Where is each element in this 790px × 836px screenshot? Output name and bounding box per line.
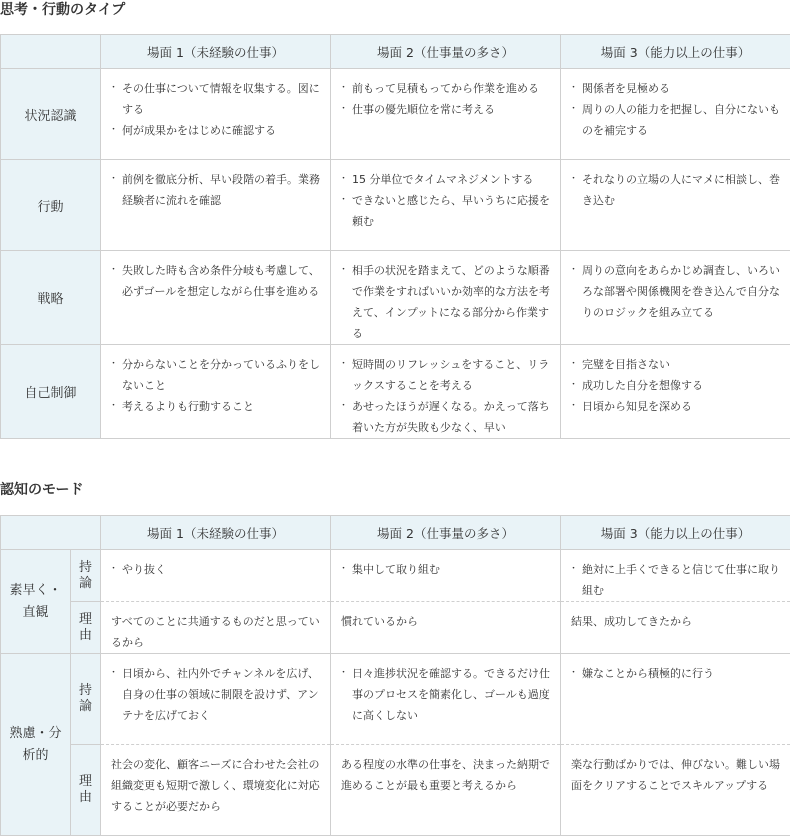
row-header-strategy: 戦略 — [1, 251, 101, 345]
bullet-item: ・ それなりの立場の人にマメに相談し、巻き込む — [571, 169, 782, 211]
table-row — [1, 251, 790, 345]
bullet-list — [111, 559, 322, 580]
bullet-list — [341, 559, 552, 580]
bullet-item: ・ 成功した自分を想像する — [571, 375, 782, 396]
bullet-list — [571, 663, 782, 684]
bullet-item: ・ 日頃から知見を深める — [571, 396, 782, 417]
row-header-fast-intuitive: 素早く・直観 — [1, 550, 71, 654]
table-row — [1, 602, 790, 654]
table-row — [1, 69, 790, 160]
table-cell — [331, 345, 561, 439]
table-cell — [101, 345, 331, 439]
table-corner — [1, 516, 101, 550]
bullet-list — [341, 354, 552, 438]
bullet-list — [571, 354, 782, 417]
table-cell — [331, 550, 561, 602]
bullet-item: ・ 相手の状況を踏まえて、どのような順番で作業をすればいいか効率的な方法を考えて、インプットになる部分から作業する — [341, 260, 552, 344]
bullet-list — [111, 354, 322, 417]
bullet-item: ・ 何が成果かをはじめに確認する — [111, 120, 322, 141]
bullet-item: ・ 失敗した時も含め条件分岐も考慮して、必ずゴールを想定しながら仕事を進める — [111, 260, 322, 302]
bullet-list — [571, 78, 782, 141]
bullet-list — [341, 260, 552, 344]
bullet-list — [111, 169, 322, 211]
bullet-list — [341, 78, 552, 120]
table-cell — [101, 550, 331, 602]
section-title-cognitive-mode: 認知のモード — [0, 482, 84, 498]
table-cell — [561, 69, 790, 160]
thinking-action-table — [0, 34, 790, 439]
bullet-item: ・ 周りの人の能力を把握し、自分にないものを補完する — [571, 99, 782, 141]
section-title-thinking: 思考・行動のタイプ — [0, 2, 126, 18]
table-cell — [561, 345, 790, 439]
table-cell — [331, 69, 561, 160]
row-header-action: 行動 — [1, 160, 101, 251]
bullet-item: ・ 前もって見積もってから作業を進める — [341, 78, 552, 99]
table-corner — [1, 35, 101, 69]
table-row — [1, 654, 790, 745]
bullet-item: ・ 前例を徹底分析、早い段階の着手。業務経験者に流れを確認 — [111, 169, 322, 211]
bullet-item: ・ その仕事について情報を収集する。図にする — [111, 78, 322, 120]
bullet-item: ・ 日々進捗状況を確認する。できるだけ仕事のプロセスを簡素化し、ゴールも過度に高くしない — [341, 663, 552, 726]
bullet-list — [341, 169, 552, 232]
bullet-list — [111, 260, 322, 302]
table-cell — [331, 654, 561, 745]
bullet-item: ・ 15 分単位でタイムマネジメントする — [341, 169, 552, 190]
bullet-list — [111, 663, 322, 726]
bullet-list — [571, 260, 782, 323]
column-header-scene3: 場面 3（能力以上の仕事） — [561, 516, 790, 550]
sub-header-reason: 理由 — [71, 745, 101, 836]
table-cell — [561, 160, 790, 251]
row-header-deliberate-analytical: 熟慮・分析的 — [1, 654, 71, 836]
table-cell: 楽な行動ばかりでは、伸びない。難しい場面をクリアすることでスキルアップする — [561, 745, 790, 836]
table-cell — [561, 654, 790, 745]
table-cell — [331, 251, 561, 345]
bullet-item: ・ あせったほうが遅くなる。かえって落ち着いた方が失敗も少なく、早い — [341, 396, 552, 438]
table-row — [1, 345, 790, 439]
bullet-item: ・ 関係者を見極める — [571, 78, 782, 99]
bullet-item: ・ やり抜く — [111, 559, 322, 580]
column-header-scene2: 場面 2（仕事量の多さ） — [331, 516, 561, 550]
bullet-item: ・ 集中して取り組む — [341, 559, 552, 580]
table-cell — [331, 160, 561, 251]
bullet-list — [571, 169, 782, 211]
table-cell: ある程度の水準の仕事を、決まった納期で進めることが最も重要と考えるから — [331, 745, 561, 836]
table-row — [1, 160, 790, 251]
column-header-scene2: 場面 2（仕事量の多さ） — [331, 35, 561, 69]
bullet-item: ・ 仕事の優先順位を常に考える — [341, 99, 552, 120]
table-row — [1, 550, 790, 602]
table-cell — [101, 160, 331, 251]
bullet-list — [571, 559, 782, 601]
table-cell — [561, 251, 790, 345]
bullet-item: ・ できないと感じたら、早いうちに応援を頼む — [341, 190, 552, 232]
bullet-item: ・ 日頃から、社内外でチャンネルを広げ、自身の仕事の領域に制限を設けず、アンテナを広げておく — [111, 663, 322, 726]
column-header-scene1: 場面 1（未経験の仕事） — [101, 516, 331, 550]
bullet-item: ・ 周りの意向をあらかじめ調査し、いろいろな部署や関係機関を巻き込んで自分なりのロジックを組み立てる — [571, 260, 782, 323]
table-cell: 社会の変化、顧客ニーズに合わせた会社の組織変更も短期で激しく、環境変化に対応することが必要だから — [101, 745, 331, 836]
bullet-item: ・ 嫌なことから積極的に行う — [571, 663, 782, 684]
column-header-scene1: 場面 1（未経験の仕事） — [101, 35, 331, 69]
column-header-scene3: 場面 3（能力以上の仕事） — [561, 35, 790, 69]
row-header-situation: 状況認識 — [1, 69, 101, 160]
bullet-list — [341, 663, 552, 726]
table-cell — [101, 69, 331, 160]
bullet-item: ・ 短時間のリフレッシュをすること、リラックスすることを考える — [341, 354, 552, 396]
table-cell: すべてのことに共通するものだと思っているから — [101, 602, 331, 654]
bullet-item: ・ 考えるよりも行動すること — [111, 396, 322, 417]
table-cell: 結果、成功してきたから — [561, 602, 790, 654]
table-cell: 慣れているから — [331, 602, 561, 654]
table-cell — [101, 251, 331, 345]
bullet-item: ・ 分からないことを分かっているふりをしないこと — [111, 354, 322, 396]
cognitive-mode-table — [0, 515, 790, 836]
sub-header-opinion: 持論 — [71, 654, 101, 745]
bullet-item: ・ 完璧を目指さない — [571, 354, 782, 375]
table-cell — [101, 654, 331, 745]
row-header-self-control: 自己制御 — [1, 345, 101, 439]
bullet-list — [111, 78, 322, 141]
bullet-item: ・ 絶対に上手くできると信じて仕事に取り組む — [571, 559, 782, 601]
table-row — [1, 745, 790, 836]
sub-header-reason: 理由 — [71, 602, 101, 654]
table-cell — [561, 550, 790, 602]
sub-header-opinion: 持論 — [71, 550, 101, 602]
